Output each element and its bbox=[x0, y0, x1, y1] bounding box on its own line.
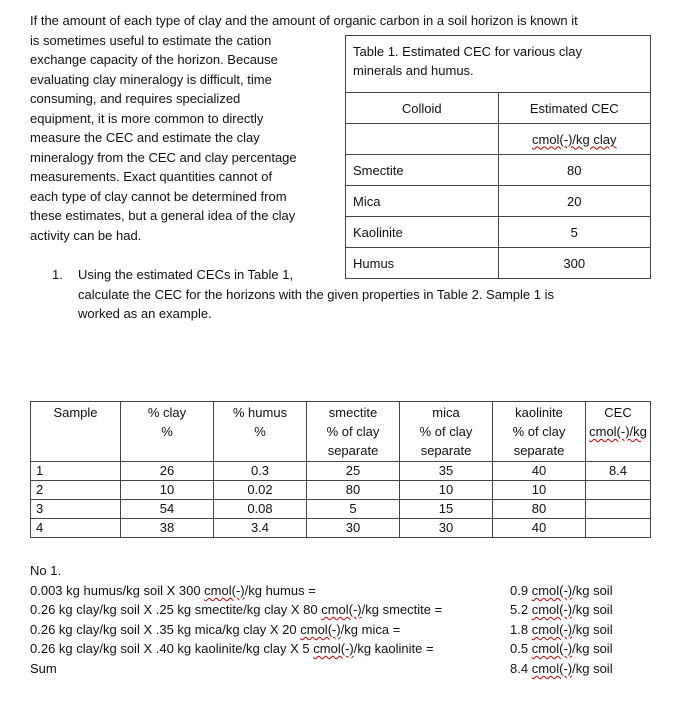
table-row: 1 26 0.3 25 35 40 8.4 bbox=[31, 462, 651, 481]
column-header-kaolinite: kaolinite % of clay separate bbox=[493, 402, 586, 462]
intro-line: each type of clay cannot be determined from bbox=[30, 189, 287, 204]
table-row: 3 54 0.08 5 15 80 bbox=[31, 500, 651, 519]
instruction-line: Using the estimated CECs in Table 1, bbox=[78, 267, 294, 282]
column-header-clay: % clay % bbox=[121, 402, 214, 462]
intro-line: evaluating clay mineralogy is difficult, time bbox=[30, 72, 272, 87]
table-row: 4 38 3.4 30 30 40 bbox=[31, 519, 651, 538]
intro-line: equipment, it is more common to directly bbox=[30, 111, 264, 126]
calc-result: 0.9 cmol(-)/kg soil bbox=[510, 583, 613, 598]
instruction-line: calculate the CEC for the horizons with the given properties in Table 2. Sample 1 is bbox=[78, 287, 554, 302]
column-header-humus: % humus % bbox=[214, 402, 307, 462]
calc-result: 1.8 cmol(-)/kg soil bbox=[510, 622, 613, 637]
table-1-cec bbox=[345, 35, 651, 279]
table-row: Mica 20 bbox=[346, 186, 651, 217]
intro-line: activity can be had. bbox=[30, 228, 142, 243]
calc-line: 0.26 kg clay/kg soil X .25 kg smectite/kg clay X 80 cmol(-)/kg smectite = bbox=[30, 602, 443, 617]
table-2-samples bbox=[30, 401, 651, 538]
intro-line: mineralogy from the CEC and clay percentage bbox=[30, 150, 297, 165]
column-header-sample: Sample bbox=[31, 402, 121, 462]
calc-result: 0.5 cmol(-)/kg soil bbox=[510, 641, 613, 656]
intro-line: consuming, and requires specialized bbox=[30, 91, 241, 106]
calc-line: 0.26 kg clay/kg soil X .35 kg mica/kg clay X 20 cmol(-)/kg mica = bbox=[30, 622, 401, 637]
unit-cell: cmol(-)/kg clay bbox=[498, 124, 651, 155]
calc-line: 0.003 kg humus/kg soil X 300 cmol(-)/kg humus = bbox=[30, 583, 316, 598]
intro-line: these estimates, but a general idea of the clay bbox=[30, 208, 296, 223]
list-number: 1. bbox=[52, 267, 63, 282]
intro-line: exchange capacity of the horizon. Because bbox=[30, 52, 278, 67]
table-row: Humus 300 bbox=[346, 248, 651, 279]
intro-line: measure the CEC and estimate the clay bbox=[30, 130, 260, 145]
intro-line: is sometimes useful to estimate the cation bbox=[30, 33, 272, 48]
column-header-colloid: Colloid bbox=[346, 93, 499, 124]
instruction-line: worked as an example. bbox=[78, 306, 212, 321]
table-row: Kaolinite 5 bbox=[346, 217, 651, 248]
column-header-smectite: smectite % of clay separate bbox=[307, 402, 400, 462]
column-header-cec: CEC cmol(-)/kg bbox=[586, 402, 651, 462]
calc-result: 5.2 cmol(-)/kg soil bbox=[510, 602, 613, 617]
table-cell-empty bbox=[346, 124, 499, 155]
table-1-caption: Table 1. Estimated CEC for various clay minerals and humus. bbox=[346, 36, 651, 93]
calc-sum-label: Sum bbox=[30, 661, 57, 676]
table-row: Smectite 80 bbox=[346, 155, 651, 186]
column-header-estimated-cec: Estimated CEC bbox=[498, 93, 651, 124]
worked-example-title: No 1. bbox=[30, 563, 62, 578]
calc-line: 0.26 kg clay/kg soil X .40 kg kaolinite/kg clay X 5 cmol(-)/kg kaolinite = bbox=[30, 641, 434, 656]
table-row: 2 10 0.02 80 10 10 bbox=[31, 481, 651, 500]
calc-result-sum: 8.4 cmol(-)/kg soil bbox=[510, 661, 613, 676]
table-header-row bbox=[31, 402, 651, 462]
column-header-mica: mica % of clay separate bbox=[400, 402, 493, 462]
intro-line: If the amount of each type of clay and the amount of organic carbon in a soil horizon is known it bbox=[30, 13, 578, 28]
intro-line: measurements. Exact quantities cannot of bbox=[30, 169, 273, 184]
